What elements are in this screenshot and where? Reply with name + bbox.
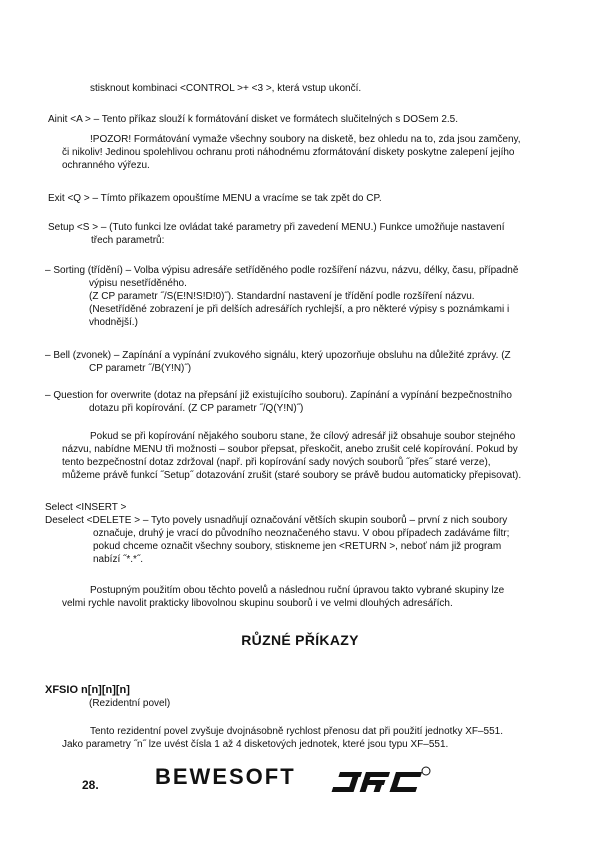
text-line: výpisu nesetříděného. [89, 278, 187, 289]
text-line: Setup <S > – (Tuto funkci lze ovládat také parametry při zavedení MENU.) Funkce umožňuje nastavení [48, 222, 505, 233]
jrc-logo [322, 766, 432, 804]
text-line: !POZOR! Formátování vymaže všechny soubory na disketě, bez ohledu na to, zda jsou zamčeny, [90, 134, 521, 145]
section-title: RŮZNÉ PŘÍKAZY [241, 632, 359, 648]
text-line: – Sorting (třídění) – Volba výpisu adresáře setříděného podle rozšíření názvu, názvu, délky, času, případně [45, 265, 519, 276]
text-line: Postupným použitím obou těchto povelů a následnou ruční úpravou takto vybrané skupiny lze [90, 585, 505, 596]
text-line: stisknout kombinaci <CONTROL >+ <3 >, která vstup ukončí. [90, 83, 362, 94]
text-line: označuje, druhý je vrací do původního neoznačeného stavu. V obou případech zadáváme filtr; [93, 528, 510, 539]
text-line: můžeme právě funkcí ˝Setup˝ dotazování zrušit (staré soubory se právě budou automaticky přepisovat). [62, 470, 522, 481]
text-line: pokud chceme označit všechny soubory, stiskneme jen <RETURN >, neboť nám již program [93, 541, 502, 552]
text-line: Deselect <DELETE > – Tyto povely usnadňují označování větších skupin souborů – první z nich soubory [45, 515, 508, 526]
text-line: tento bezpečnostní dotaz zdržoval (např. při kopírování sady nových souborů ˝přes˝ staré verze), [62, 457, 491, 468]
bell-entry [45, 349, 590, 375]
text-line: názvu, nabídne MENU tři možnosti – soubor přepsat, přeskočit, anebo zrušit celé kopírování. Pokud by [62, 444, 518, 455]
select-deselect-entry [45, 501, 590, 566]
text-line: Tento rezidentní povel zvyšuje dvojnásobně rychlost přenosu dat při použití jednotky XF–551. [90, 726, 504, 737]
text-line: Pokud se při kopírování nějakého souboru stane, že cílový adresář již obsahuje soubor stejného [90, 431, 516, 442]
text-line: (Nesetříděné zobrazení je při delších adresářích rychlejší, a pro některé výpisy s poznámkami i [89, 304, 510, 315]
bewesoft-logo: BEWESOFT [155, 764, 296, 789]
text-line: či nikoliv! Jedinou spolehlivou ochranu proti náhodnému zformátování diskety poskytne zalepení jejího [62, 147, 515, 158]
text-line: vhodnější.) [89, 317, 138, 328]
text-line: velmi rychle navolit prakticky libovolnou skupinu souborů i ve velmi dlouhých adresářích. [62, 598, 453, 609]
question-entry [45, 389, 590, 415]
text-line: Select <INSERT > [45, 502, 127, 513]
text-line: Ainit <A > – Tento příkaz slouží k formátování disket ve formátech slučitelných s DOSem 2.5. [48, 114, 459, 125]
sorting-entry [45, 264, 590, 329]
xfsio-paragraph [62, 725, 592, 751]
intro-line [90, 82, 361, 95]
text-line: CP parametr ˝/B(Y!N)˝) [89, 363, 192, 374]
overwrite-paragraph [62, 430, 592, 482]
text-line: nabízí ˝*.*˝. [93, 554, 144, 565]
exit-entry [48, 192, 382, 205]
xfsio-entry [45, 684, 170, 710]
text-line: (Z CP parametr ˝/S(E!N!S!D!0)˝). Standardní nastavení je třídění podle rozšíření názvu. [89, 291, 475, 302]
setup-entry [48, 221, 588, 247]
text-line: dotazu při kopírování. (Z CP parametr ˝/Q(Y!N)˝) [89, 403, 304, 414]
text-line: třech parametrů: [91, 235, 165, 246]
text-line: ochranného výřezu. [62, 160, 150, 171]
text-line: Jako parametry ˝n˝ lze uvést čísla 1 až 4 disketových jednotek, které jsou typu XF–551. [62, 739, 449, 750]
text-line: Exit <Q > – Tímto příkazem opouštíme MENU a vracíme se tak zpět do CP. [48, 193, 382, 204]
page-number: 28. [82, 778, 99, 792]
warning-paragraph [62, 133, 582, 172]
closing-paragraph [62, 584, 592, 610]
ainit-entry [48, 113, 458, 126]
text-line: – Bell (zvonek) – Zapínání a vypínání zvukového signálu, který upozorňuje obsluhu na důležité zprávy. (Z [45, 350, 511, 361]
command-heading: XFSIO n[n][n][n] [45, 684, 130, 696]
command-subtitle: (Rezidentní povel) [89, 698, 171, 709]
text-line: – Question for overwrite (dotaz na přepsání již existujícího souboru). Zapínání a vypínání bezpečnostního [45, 390, 512, 401]
